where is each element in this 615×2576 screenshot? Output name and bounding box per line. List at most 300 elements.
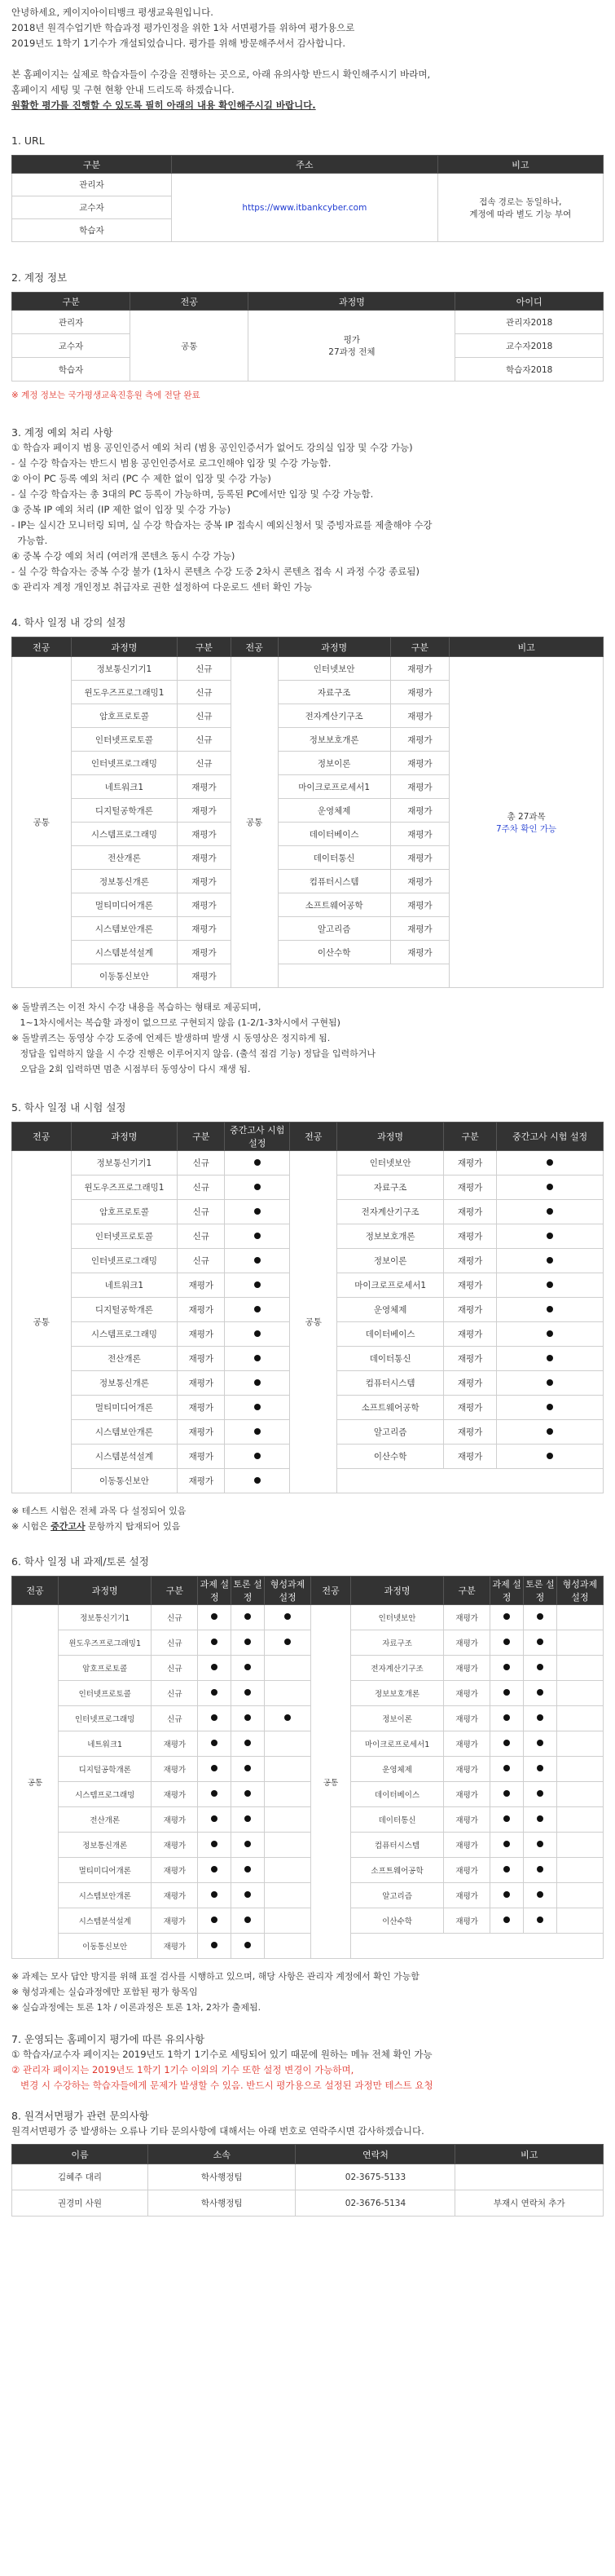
table-cell: 학습자2018 (455, 358, 604, 382)
course-type: 신규 (178, 752, 231, 775)
check-dot-icon (254, 1404, 261, 1410)
course-name: 운영체제 (350, 1757, 443, 1782)
course-type: 재평가 (390, 917, 450, 941)
course-type: 재평가 (178, 941, 231, 964)
check-cell (556, 1681, 603, 1706)
note-line: ※ 돌발퀴즈는 이전 차시 수강 내용을 복습하는 형태로 제공되며, (11, 1002, 261, 1012)
check-dot-icon (244, 1714, 251, 1721)
check-cell (524, 1731, 557, 1757)
exception-line: ⑤ 관리자 계정 개인정보 취급자로 권한 설정하여 다운로드 센터 확인 가능 (11, 581, 313, 593)
check-dot-icon (244, 1815, 251, 1822)
major-cell: 공통 (12, 1605, 59, 1959)
check-cell (524, 1656, 557, 1681)
intro-line: 본 홈페이지는 실제로 학습자들이 수강을 진행하는 곳으로, 아래 유의사항 반드시 확인해주시기 바라며, (11, 68, 431, 80)
check-cell (490, 1656, 524, 1681)
check-dot-icon (244, 1765, 251, 1771)
course-type: 재평가 (443, 1200, 496, 1224)
check-cell (490, 1757, 524, 1782)
check-dot-icon (503, 1866, 510, 1872)
course-type: 재평가 (178, 775, 231, 799)
check-dot-icon (503, 1613, 510, 1620)
check-dot-icon (244, 1639, 251, 1645)
check-cell (497, 1298, 604, 1322)
table-header: 구분 (443, 1123, 496, 1151)
table-header: 과정명 (278, 637, 390, 657)
check-cell (524, 1605, 557, 1630)
check-cell (264, 1883, 310, 1908)
check-cell (231, 1731, 265, 1757)
check-dot-icon (211, 1942, 217, 1948)
course-name: 이동통신보안 (59, 1934, 152, 1959)
check-dot-icon (211, 1841, 217, 1847)
table-cell: 김혜주 대리 (12, 2164, 148, 2190)
course-type: 재평가 (444, 1656, 490, 1681)
course-name: 이산수학 (278, 941, 390, 964)
course-type: 재평가 (178, 1469, 225, 1493)
check-cell (556, 1731, 603, 1757)
check-cell (264, 1731, 310, 1757)
table-cell: 학습자 (12, 358, 130, 382)
empty-cell (350, 1934, 603, 1959)
check-dot-icon (244, 1613, 251, 1620)
table-row (12, 657, 604, 681)
check-cell (225, 1176, 290, 1200)
table-row (12, 1681, 604, 1706)
course-type: 재평가 (444, 1630, 490, 1656)
course-name: 네트워크1 (59, 1731, 152, 1757)
table-header: 과정명 (337, 1123, 444, 1151)
course-name: 정보보호개론 (350, 1681, 443, 1706)
course-type: 재평가 (444, 1782, 490, 1807)
course-type: 재평가 (178, 870, 231, 893)
course-name: 소프트웨어공학 (278, 893, 390, 917)
check-cell (524, 1757, 557, 1782)
url-link[interactable]: https://www.itbankcyber.com (172, 174, 438, 242)
check-cell (497, 1151, 604, 1176)
major-cell: 공통 (311, 1605, 351, 1959)
table-row (12, 1731, 604, 1757)
empty-cell (278, 964, 450, 988)
check-cell (198, 1681, 231, 1706)
table-cell: 교수자 (12, 334, 130, 358)
course-type: 재평가 (178, 1445, 225, 1469)
check-dot-icon (547, 1453, 553, 1459)
course-name: 시스템프로그래밍 (59, 1782, 152, 1807)
course-type: 재평가 (152, 1731, 198, 1757)
course-name: 마이크로프로세서1 (337, 1273, 444, 1298)
table-header: 아이디 (455, 293, 604, 311)
table-header: 과정명 (59, 1577, 152, 1605)
exception-line: ① 학습자 페이지 범용 공인인증서 예외 처리 (범용 공인인증서가 없어도 강의실 입장 및 수강 가능) (11, 442, 413, 453)
table-cell: 교수자 (12, 196, 172, 219)
table-header: 형성과제 설정 (556, 1577, 603, 1605)
check-dot-icon (244, 1664, 251, 1670)
check-cell (556, 1656, 603, 1681)
check-dot-icon (211, 1740, 217, 1746)
table-header: 구분 (12, 293, 130, 311)
check-dot-icon (503, 1664, 510, 1670)
check-dot-icon (211, 1917, 217, 1923)
check-cell (264, 1934, 310, 1959)
course-type: 재평가 (152, 1908, 198, 1934)
check-dot-icon (244, 1841, 251, 1847)
check-dot-icon (254, 1233, 261, 1239)
check-dot-icon (244, 1891, 251, 1898)
table-header: 전공 (12, 1123, 72, 1151)
check-dot-icon (244, 1790, 251, 1797)
assignment-table (11, 1576, 604, 1959)
check-cell (225, 1322, 290, 1347)
check-dot-icon (537, 1841, 543, 1847)
course-name: 인터넷프로그래밍 (59, 1706, 152, 1731)
check-cell (264, 1656, 310, 1681)
check-dot-icon (503, 1790, 510, 1797)
check-dot-icon (244, 1689, 251, 1696)
check-cell (497, 1322, 604, 1347)
note-line: ※ 형성과제는 실습과정에만 포함된 평가 항목임 (11, 1987, 198, 1997)
check-cell (231, 1681, 265, 1706)
course-type: 재평가 (390, 681, 450, 704)
table-header: 형성과제 설정 (264, 1577, 310, 1605)
check-dot-icon (537, 1866, 543, 1872)
check-cell (264, 1782, 310, 1807)
note-line: ※ 시험은 중간고사 문항까지 탑재되어 있음 (11, 1521, 181, 1532)
course-type: 재평가 (152, 1833, 198, 1858)
exception-line: 가능함. (11, 535, 48, 546)
course-type: 재평가 (390, 775, 450, 799)
check-cell (556, 1908, 603, 1934)
account-note: ※ 계정 정보는 국가평생교육진흥원 측에 전달 완료 (11, 390, 200, 400)
check-cell (490, 1630, 524, 1656)
course-name: 인터넷보안 (337, 1151, 444, 1176)
course-type: 신규 (152, 1605, 198, 1630)
table-cell: 부재시 연락처 추가 (455, 2190, 604, 2217)
course-name: 시스템프로그래밍 (71, 823, 178, 846)
course-name: 자료구조 (350, 1630, 443, 1656)
table-header: 구분 (444, 1577, 490, 1605)
check-cell (231, 1706, 265, 1731)
course-type: 신규 (178, 704, 231, 728)
check-cell (198, 1908, 231, 1934)
course-type: 재평가 (390, 846, 450, 870)
check-cell (231, 1934, 265, 1959)
course-type: 신규 (152, 1630, 198, 1656)
exception-line: - 실 수강 학습자는 반드시 범용 공인인증서로 로그인해야 입장 및 수강 가능함. (11, 457, 332, 469)
check-cell (524, 1833, 557, 1858)
table-cell: 학사행정팀 (147, 2164, 296, 2190)
course-name: 정보이론 (350, 1706, 443, 1731)
notice-line: ① 학습자/교수자 페이지는 2019년도 1학기 1기수로 세팅되어 있기 때문에 원하는 메뉴 전체 확인 가능 (11, 2049, 433, 2060)
check-cell (264, 1807, 310, 1833)
check-dot-icon (254, 1477, 261, 1484)
check-cell (497, 1445, 604, 1469)
check-cell (524, 1681, 557, 1706)
assignment-notes (11, 1969, 604, 2015)
course-name: 시스템분석설계 (71, 1445, 178, 1469)
check-dot-icon (244, 1866, 251, 1872)
contact-desc: 원격서면평가 중 발생하는 오류나 기타 문의사항에 대해서는 아래 번호로 연락주시면 감사하겠습니다. (11, 2125, 424, 2137)
exception-line: - 실 수강 학습자는 총 3대의 PC 등록이 가능하며, 등록된 PC에서만 입장 및 수강 가능함. (11, 488, 374, 500)
course-type: 재평가 (390, 704, 450, 728)
check-dot-icon (537, 1917, 543, 1923)
course-type: 재평가 (178, 964, 231, 988)
intro-line: 2019년도 1학기 1기수가 개설되었습니다. 평가를 위해 방문해주셔서 감사합니다. (11, 37, 346, 49)
check-cell (198, 1858, 231, 1883)
section-title-contact: 8. 원격서면평가 관련 문의사항 (11, 2110, 149, 2122)
check-cell (225, 1273, 290, 1298)
check-dot-icon (503, 1917, 510, 1923)
check-cell (556, 1883, 603, 1908)
section-title-notice: 7. 운영되는 홈페이지 평가에 따른 유의사항 (11, 2033, 205, 2045)
course-type: 신규 (152, 1681, 198, 1706)
check-dot-icon (284, 1714, 291, 1721)
check-dot-icon (254, 1184, 261, 1190)
exception-list (11, 440, 604, 595)
course-name: 전산개론 (59, 1807, 152, 1833)
check-dot-icon (254, 1159, 261, 1166)
course-name: 데이터통신 (337, 1347, 444, 1371)
course-name: 정보통신기기1 (59, 1605, 152, 1630)
table-cell: 관리자 (12, 174, 172, 196)
course-type: 재평가 (444, 1908, 490, 1934)
note-line: ※ 돌발퀴즈는 동영상 수강 도중에 언제든 발생하며 발생 시 동영상은 정지하게 됨. (11, 1033, 331, 1043)
exception-line: - 실 수강 학습자는 중복 수강 불가 (1차시 콘텐츠 수강 도중 2차시 콘텐츠 접속 시 과정 수강 종료됨) (11, 566, 420, 577)
course-name: 인터넷프로토콜 (71, 728, 178, 752)
check-dot-icon (547, 1355, 553, 1361)
check-dot-icon (244, 1942, 251, 1948)
check-dot-icon (547, 1184, 553, 1190)
check-dot-icon (537, 1714, 543, 1721)
course-name: 디지털공학개론 (71, 1298, 178, 1322)
course-name: 컴퓨터시스템 (350, 1833, 443, 1858)
check-dot-icon (537, 1891, 543, 1898)
course-type: 재평가 (152, 1807, 198, 1833)
check-cell (264, 1630, 310, 1656)
course-name: 이동통신보안 (71, 1469, 178, 1493)
check-cell (225, 1224, 290, 1249)
table-row (12, 1934, 604, 1959)
table-row (12, 1151, 604, 1176)
table-header: 과정명 (71, 637, 178, 657)
check-cell (225, 1469, 290, 1493)
check-cell (198, 1782, 231, 1807)
table-header: 전공 (12, 1577, 59, 1605)
course-type: 재평가 (444, 1681, 490, 1706)
table-row (12, 1630, 604, 1656)
check-dot-icon (254, 1379, 261, 1386)
check-cell (497, 1273, 604, 1298)
check-dot-icon (244, 1917, 251, 1923)
course-type: 재평가 (178, 823, 231, 846)
course-name: 알고리즘 (350, 1883, 443, 1908)
check-dot-icon (254, 1208, 261, 1215)
course-type: 재평가 (443, 1347, 496, 1371)
table-header: 과정명 (71, 1123, 178, 1151)
table-cell: 02-3676-5134 (296, 2190, 455, 2217)
table-header: 비고 (455, 2145, 604, 2164)
check-cell (264, 1757, 310, 1782)
course-name: 네트워크1 (71, 1273, 178, 1298)
course-type: 재평가 (152, 1934, 198, 1959)
check-cell (490, 1833, 524, 1858)
course-name: 윈도우즈프로그래밍1 (71, 1176, 178, 1200)
course-type: 재평가 (390, 752, 450, 775)
check-cell (556, 1630, 603, 1656)
table-cell: 평가 27과정 전체 (248, 311, 455, 382)
course-name: 운영체제 (337, 1298, 444, 1322)
check-cell (264, 1858, 310, 1883)
section-title-lecture: 4. 학사 일정 내 강의 설정 (11, 616, 126, 629)
check-cell (556, 1807, 603, 1833)
check-dot-icon (244, 1740, 251, 1746)
check-dot-icon (503, 1689, 510, 1696)
table-cell: 관리자 (12, 311, 130, 334)
check-cell (231, 1605, 265, 1630)
check-cell (490, 1605, 524, 1630)
course-name: 전산개론 (71, 1347, 178, 1371)
course-type: 재평가 (443, 1224, 496, 1249)
major-cell: 공통 (290, 1151, 337, 1493)
course-type: 재평가 (444, 1833, 490, 1858)
table-cell: 02-3675-5133 (296, 2164, 455, 2190)
check-cell (556, 1757, 603, 1782)
section-title-url: 1. URL (11, 135, 45, 147)
course-type: 재평가 (443, 1151, 496, 1176)
course-type: 재평가 (178, 846, 231, 870)
table-header: 비고 (437, 156, 603, 174)
check-cell (198, 1706, 231, 1731)
check-dot-icon (537, 1740, 543, 1746)
check-cell (524, 1630, 557, 1656)
check-cell (490, 1807, 524, 1833)
course-name: 전자계산기구조 (350, 1656, 443, 1681)
note-line: 1~1차시에서는 복습할 과정이 없으므로 구현되지 않음 (1-2/1-3차시에서 구현됨) (11, 1017, 340, 1028)
course-type: 재평가 (152, 1757, 198, 1782)
table-row (12, 1656, 604, 1681)
check-dot-icon (537, 1790, 543, 1797)
table-cell: 학습자 (12, 219, 172, 242)
check-cell (198, 1757, 231, 1782)
check-dot-icon (284, 1613, 291, 1620)
course-name: 인터넷보안 (278, 657, 390, 681)
course-name: 시스템보안개론 (71, 917, 178, 941)
check-cell (556, 1858, 603, 1883)
course-name: 이동통신보안 (71, 964, 178, 988)
course-name: 데이터베이스 (350, 1782, 443, 1807)
exception-line: ④ 중복 수강 예외 처리 (여러개 콘텐츠 동시 수강 가능) (11, 550, 235, 562)
table-cell: 교수자2018 (455, 334, 604, 358)
check-dot-icon (537, 1765, 543, 1771)
check-dot-icon (547, 1281, 553, 1288)
course-name: 정보통신기기1 (71, 1151, 178, 1176)
check-dot-icon (211, 1689, 217, 1696)
note-line: ※ 실습과정에는 토론 1차 / 이론과정은 토론 1차, 2차가 출제됨. (11, 2002, 261, 2013)
course-type: 재평가 (444, 1807, 490, 1833)
course-name: 멀티미디어개론 (71, 893, 178, 917)
course-name: 데이터통신 (350, 1807, 443, 1833)
course-type: 재평가 (443, 1420, 496, 1445)
major-cell: 공통 (12, 1151, 72, 1493)
lecture-table (11, 637, 604, 988)
course-type: 신규 (178, 657, 231, 681)
course-type: 재평가 (178, 799, 231, 823)
course-name: 정보보호개론 (337, 1224, 444, 1249)
check-cell (198, 1656, 231, 1681)
course-name: 인터넷프로그래밍 (71, 752, 178, 775)
check-cell (231, 1908, 265, 1934)
check-cell (556, 1706, 603, 1731)
check-cell (264, 1833, 310, 1858)
check-cell (490, 1731, 524, 1757)
table-cell: 학사행정팀 (147, 2190, 296, 2217)
course-name: 시스템분석설계 (71, 941, 178, 964)
table-header: 중간고사 시험 설정 (497, 1123, 604, 1151)
intro-emphasis: 원활한 평가를 진행할 수 있도록 필히 아래의 내용 확인해주시길 바랍니다. (11, 99, 316, 111)
course-type: 신규 (152, 1706, 198, 1731)
course-name: 인터넷프로토콜 (59, 1681, 152, 1706)
table-header: 구분 (178, 1123, 225, 1151)
exam-table (11, 1122, 604, 1493)
table-header: 중간고사 시험 설정 (225, 1123, 290, 1151)
course-name: 이산수학 (337, 1445, 444, 1469)
url-table (11, 155, 604, 242)
check-dot-icon (254, 1257, 261, 1264)
course-type: 재평가 (178, 1347, 225, 1371)
check-cell (198, 1883, 231, 1908)
check-cell (490, 1681, 524, 1706)
course-name: 윈도우즈프로그래밍1 (59, 1630, 152, 1656)
check-dot-icon (503, 1639, 510, 1645)
table-header: 연락처 (296, 2145, 455, 2164)
exam-notes (11, 1503, 604, 1534)
check-cell (198, 1934, 231, 1959)
check-dot-icon (211, 1613, 217, 1620)
check-dot-icon (537, 1815, 543, 1822)
course-type: 재평가 (443, 1176, 496, 1200)
course-name: 시스템프로그래밍 (71, 1322, 178, 1347)
course-type: 재평가 (444, 1858, 490, 1883)
check-cell (225, 1420, 290, 1445)
note-line: ※ 테스트 시험은 전체 과목 다 설정되어 있음 (11, 1506, 187, 1516)
check-cell (524, 1807, 557, 1833)
check-dot-icon (254, 1281, 261, 1288)
check-dot-icon (547, 1330, 553, 1337)
course-name: 네트워크1 (71, 775, 178, 799)
major-cell: 공통 (12, 657, 72, 988)
check-cell (497, 1200, 604, 1224)
table-header: 과정명 (248, 293, 455, 311)
check-dot-icon (547, 1233, 553, 1239)
table-row (12, 1757, 604, 1782)
course-name: 마이크로프로세서1 (278, 775, 390, 799)
table-header: 비고 (450, 637, 604, 657)
check-cell (231, 1807, 265, 1833)
course-name: 컴퓨터시스템 (337, 1371, 444, 1396)
course-name: 암호프로토콜 (59, 1656, 152, 1681)
course-name: 운영체제 (278, 799, 390, 823)
check-dot-icon (503, 1740, 510, 1746)
course-name: 데이터통신 (278, 846, 390, 870)
check-cell (264, 1605, 310, 1630)
check-cell (231, 1630, 265, 1656)
check-dot-icon (537, 1613, 543, 1620)
check-cell (497, 1371, 604, 1396)
course-name: 시스템분석설계 (59, 1908, 152, 1934)
table-cell: 공통 (130, 311, 248, 382)
check-dot-icon (254, 1355, 261, 1361)
course-type: 재평가 (178, 917, 231, 941)
course-type: 신규 (152, 1656, 198, 1681)
